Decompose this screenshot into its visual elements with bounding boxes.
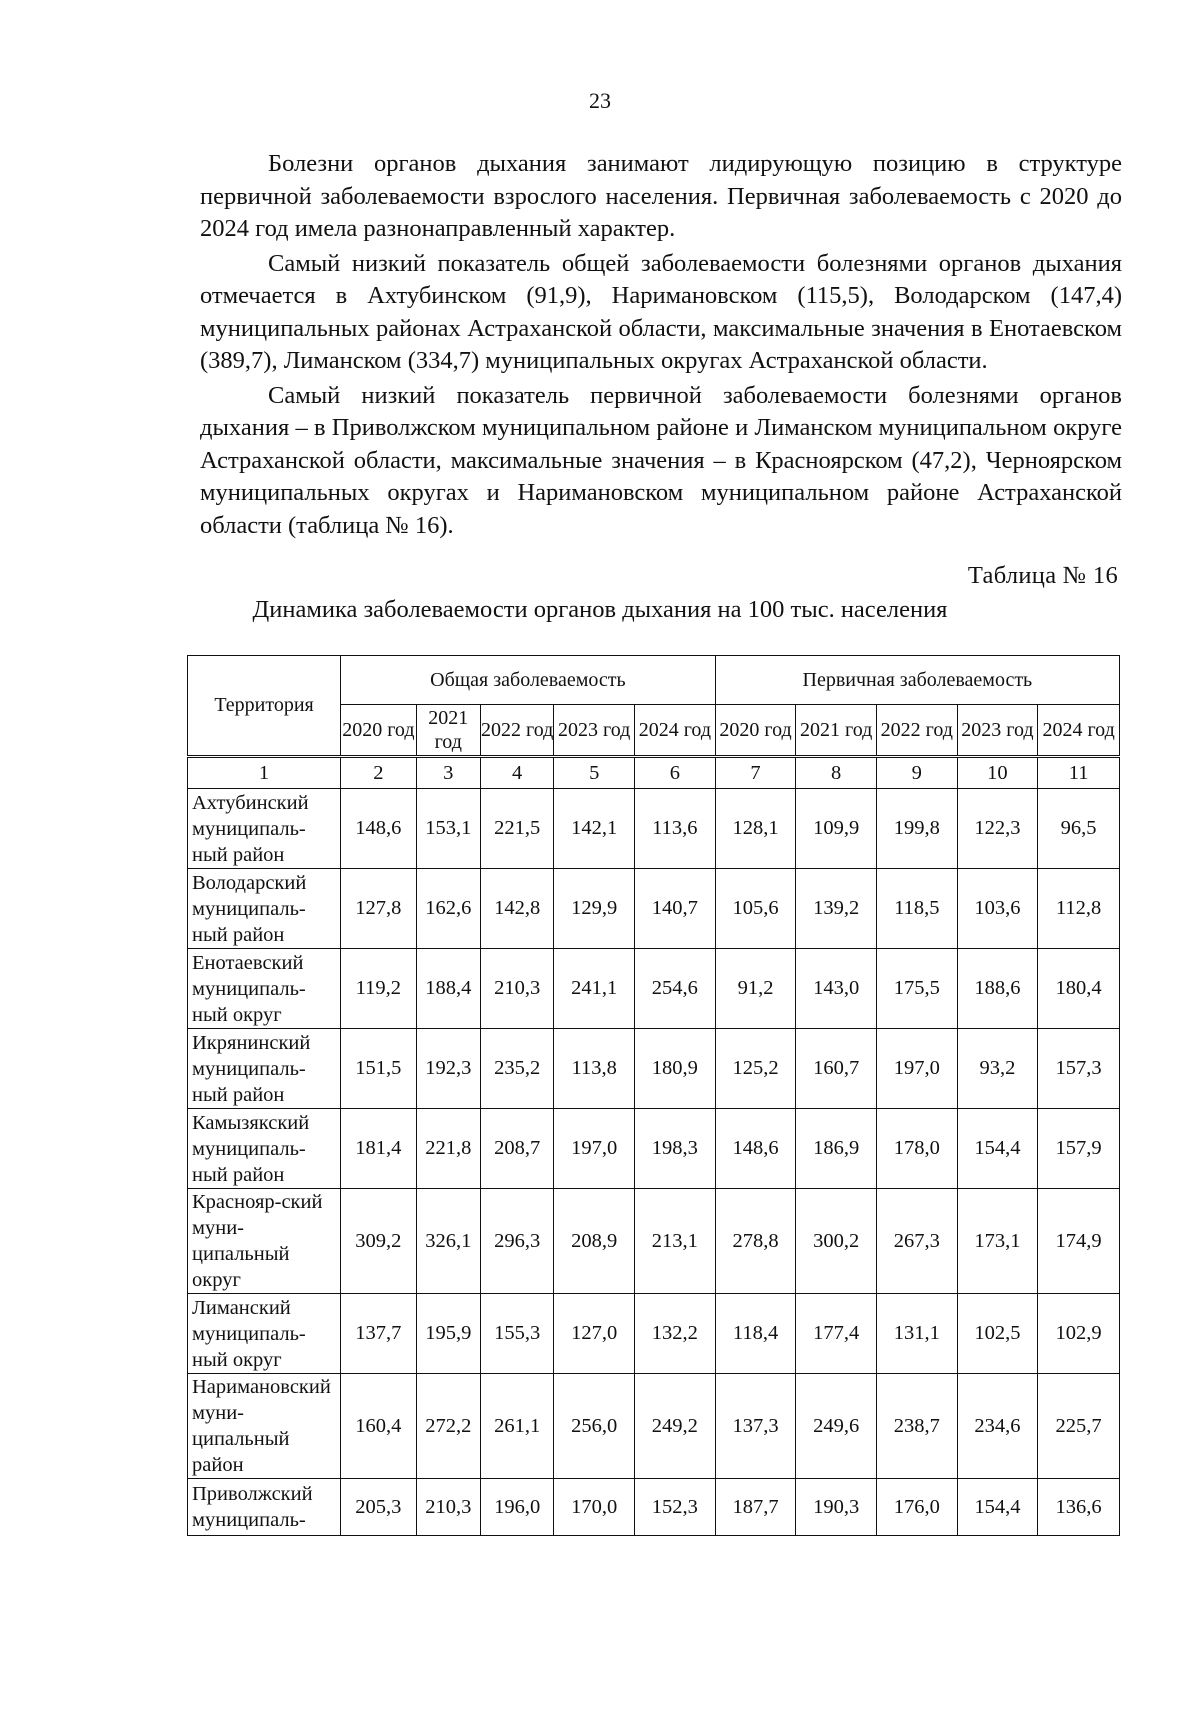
table-label: Таблица № 16: [967, 562, 1118, 589]
body-text: [200, 148, 1122, 544]
general-morbidity-value: 170,0: [554, 1479, 635, 1536]
general-morbidity-value: 249,2: [635, 1374, 716, 1479]
column-number: 3: [416, 757, 480, 789]
table-row: [188, 869, 1120, 949]
primary-morbidity-header: Первичная заболеваемость: [715, 656, 1119, 705]
primary-morbidity-value: 96,5: [1038, 789, 1120, 869]
general-morbidity-value: 197,0: [554, 1109, 635, 1189]
year-header: 2023 год: [554, 705, 635, 757]
year-header: 2023 год: [957, 705, 1038, 757]
primary-morbidity-value: 300,2: [796, 1189, 877, 1294]
primary-morbidity-value: 157,9: [1038, 1109, 1120, 1189]
primary-morbidity-value: 143,0: [796, 949, 877, 1029]
year-header: 2022 год: [480, 705, 553, 757]
year-header: 2024 год: [1038, 705, 1120, 757]
general-morbidity-value: 127,8: [341, 869, 417, 949]
primary-morbidity-value: 118,5: [876, 869, 957, 949]
territory-name: Володарский муниципаль-ный район: [188, 869, 341, 949]
general-morbidity-value: 181,4: [341, 1109, 417, 1189]
primary-morbidity-value: 176,0: [876, 1479, 957, 1536]
table-row: [188, 1189, 1120, 1294]
column-number: 5: [554, 757, 635, 789]
paragraph: Самый низкий показатель первичной заболеваемости болезнями органов дыхания – в Приволжском муниципальном районе и Лиманском муниципальном округе Астраханской области, максимальные значения – в Красноярском (47,2), Черноярском муниципальных округах и Наримановском муниципальном районе Астраханской области (таблица № 16).: [200, 381, 1122, 539]
primary-morbidity-value: 128,1: [715, 789, 796, 869]
page-number: 23: [589, 88, 611, 113]
general-morbidity-value: 129,9: [554, 869, 635, 949]
general-morbidity-value: 326,1: [416, 1189, 480, 1294]
general-morbidity-value: 213,1: [635, 1189, 716, 1294]
general-morbidity-value: 261,1: [480, 1374, 553, 1479]
general-morbidity-value: 208,9: [554, 1189, 635, 1294]
general-morbidity-value: 309,2: [341, 1189, 417, 1294]
column-number: 1: [188, 757, 341, 789]
general-morbidity-value: 113,8: [554, 1029, 635, 1109]
column-number: 6: [635, 757, 716, 789]
primary-morbidity-value: 103,6: [957, 869, 1038, 949]
general-morbidity-value: 155,3: [480, 1294, 553, 1374]
general-morbidity-value: 132,2: [635, 1294, 716, 1374]
territory-name: Приволжский муниципаль-: [188, 1479, 341, 1536]
primary-morbidity-value: 102,5: [957, 1294, 1038, 1374]
column-number: 7: [715, 757, 796, 789]
primary-morbidity-value: 137,3: [715, 1374, 796, 1479]
general-morbidity-value: 221,8: [416, 1109, 480, 1189]
general-morbidity-value: 151,5: [341, 1029, 417, 1109]
general-morbidity-value: 254,6: [635, 949, 716, 1029]
primary-morbidity-value: 160,7: [796, 1029, 877, 1109]
primary-morbidity-value: 91,2: [715, 949, 796, 1029]
general-morbidity-value: 241,1: [554, 949, 635, 1029]
table-row: [188, 1479, 1120, 1536]
primary-morbidity-value: 154,4: [957, 1109, 1038, 1189]
primary-morbidity-value: 109,9: [796, 789, 877, 869]
primary-morbidity-value: 148,6: [715, 1109, 796, 1189]
primary-morbidity-value: 249,6: [796, 1374, 877, 1479]
general-morbidity-value: 188,4: [416, 949, 480, 1029]
primary-morbidity-value: 173,1: [957, 1189, 1038, 1294]
year-header: 2021 год: [416, 705, 480, 757]
primary-morbidity-value: 118,4: [715, 1294, 796, 1374]
general-morbidity-header: Общая заболеваемость: [341, 656, 716, 705]
primary-morbidity-value: 178,0: [876, 1109, 957, 1189]
table-row: [188, 949, 1120, 1029]
primary-morbidity-value: 187,7: [715, 1479, 796, 1536]
primary-morbidity-value: 136,6: [1038, 1479, 1120, 1536]
general-morbidity-value: 127,0: [554, 1294, 635, 1374]
primary-morbidity-value: 154,4: [957, 1479, 1038, 1536]
primary-morbidity-value: 157,3: [1038, 1029, 1120, 1109]
general-morbidity-value: 235,2: [480, 1029, 553, 1109]
morbidity-table: [187, 655, 1120, 1536]
territory-name: Енотаевский муниципаль-ный округ: [188, 949, 341, 1029]
primary-morbidity-value: 197,0: [876, 1029, 957, 1109]
column-number: 9: [876, 757, 957, 789]
primary-morbidity-value: 199,8: [876, 789, 957, 869]
general-morbidity-value: 210,3: [480, 949, 553, 1029]
general-morbidity-value: 256,0: [554, 1374, 635, 1479]
primary-morbidity-value: 180,4: [1038, 949, 1120, 1029]
column-number: 2: [341, 757, 417, 789]
general-morbidity-value: 119,2: [341, 949, 417, 1029]
general-morbidity-value: 192,3: [416, 1029, 480, 1109]
primary-morbidity-value: 112,8: [1038, 869, 1120, 949]
primary-morbidity-value: 188,6: [957, 949, 1038, 1029]
primary-morbidity-value: 186,9: [796, 1109, 877, 1189]
general-morbidity-value: 142,1: [554, 789, 635, 869]
general-morbidity-value: 180,9: [635, 1029, 716, 1109]
table-row: [188, 1029, 1120, 1109]
general-morbidity-value: 272,2: [416, 1374, 480, 1479]
column-number: 4: [480, 757, 553, 789]
general-morbidity-value: 296,3: [480, 1189, 553, 1294]
paragraph: Самый низкий показатель общей заболеваемости болезнями органов дыхания отмечается в Ахтубинском (91,9), Наримановском (115,5), Володарском (147,4) муниципальных районах Астраханской области, максимальные значения в Енотаевском (389,7), Лиманском (334,7) муниципальных округах Астраханской области.: [200, 249, 1122, 374]
territory-name: Краснояр-ский муни-ципальный округ: [188, 1189, 341, 1294]
table-row: [188, 1374, 1120, 1479]
primary-morbidity-value: 105,6: [715, 869, 796, 949]
general-morbidity-value: 140,7: [635, 869, 716, 949]
year-header: 2024 год: [635, 705, 716, 757]
column-number: 11: [1038, 757, 1120, 789]
primary-morbidity-value: 93,2: [957, 1029, 1038, 1109]
general-morbidity-value: 148,6: [341, 789, 417, 869]
primary-morbidity-value: 175,5: [876, 949, 957, 1029]
column-numbers-row: [188, 757, 1120, 789]
general-morbidity-value: 198,3: [635, 1109, 716, 1189]
year-header: 2020 год: [341, 705, 417, 757]
territory-name: Икрянинский муниципаль-ный район: [188, 1029, 341, 1109]
general-morbidity-value: 210,3: [416, 1479, 480, 1536]
primary-morbidity-value: 139,2: [796, 869, 877, 949]
primary-morbidity-value: 278,8: [715, 1189, 796, 1294]
general-morbidity-value: 113,6: [635, 789, 716, 869]
year-header: 2022 год: [876, 705, 957, 757]
general-morbidity-value: 205,3: [341, 1479, 417, 1536]
year-header: 2020 год: [715, 705, 796, 757]
primary-morbidity-value: 131,1: [876, 1294, 957, 1374]
general-morbidity-value: 208,7: [480, 1109, 553, 1189]
primary-morbidity-value: 125,2: [715, 1029, 796, 1109]
table-row: [188, 1109, 1120, 1189]
territory-name: Камызякский муниципаль-ный район: [188, 1109, 341, 1189]
territory-name: Ахтубинский муниципаль-ный район: [188, 789, 341, 869]
primary-morbidity-value: 102,9: [1038, 1294, 1120, 1374]
territory-name: Наримановский муни-ципальный район: [188, 1374, 341, 1479]
primary-morbidity-value: 267,3: [876, 1189, 957, 1294]
general-morbidity-value: 196,0: [480, 1479, 553, 1536]
primary-morbidity-value: 174,9: [1038, 1189, 1120, 1294]
table-row: [188, 789, 1120, 869]
general-morbidity-value: 142,8: [480, 869, 553, 949]
primary-morbidity-value: 234,6: [957, 1374, 1038, 1479]
paragraph: Болезни органов дыхания занимают лидирующую позицию в структуре первичной заболеваемости взрослого населения. Первичная заболеваемость с 2020 до 2024 год имела разнонаправленный характер.: [200, 150, 1122, 242]
general-morbidity-value: 153,1: [416, 789, 480, 869]
territory-header: Территория: [188, 656, 341, 757]
primary-morbidity-value: 122,3: [957, 789, 1038, 869]
general-morbidity-value: 137,7: [341, 1294, 417, 1374]
primary-morbidity-value: 177,4: [796, 1294, 877, 1374]
table-title: Динамика заболеваемости органов дыхания на 100 тыс. населения: [252, 596, 948, 623]
general-morbidity-value: 162,6: [416, 869, 480, 949]
year-header: 2021 год: [796, 705, 877, 757]
primary-morbidity-value: 238,7: [876, 1374, 957, 1479]
general-morbidity-value: 160,4: [341, 1374, 417, 1479]
primary-morbidity-value: 190,3: [796, 1479, 877, 1536]
general-morbidity-value: 195,9: [416, 1294, 480, 1374]
general-morbidity-value: 221,5: [480, 789, 553, 869]
general-morbidity-value: 152,3: [635, 1479, 716, 1536]
territory-name: Лиманский муниципаль-ный округ: [188, 1294, 341, 1374]
primary-morbidity-value: 225,7: [1038, 1374, 1120, 1479]
column-number: 8: [796, 757, 877, 789]
table-row: [188, 1294, 1120, 1374]
column-number: 10: [957, 757, 1038, 789]
